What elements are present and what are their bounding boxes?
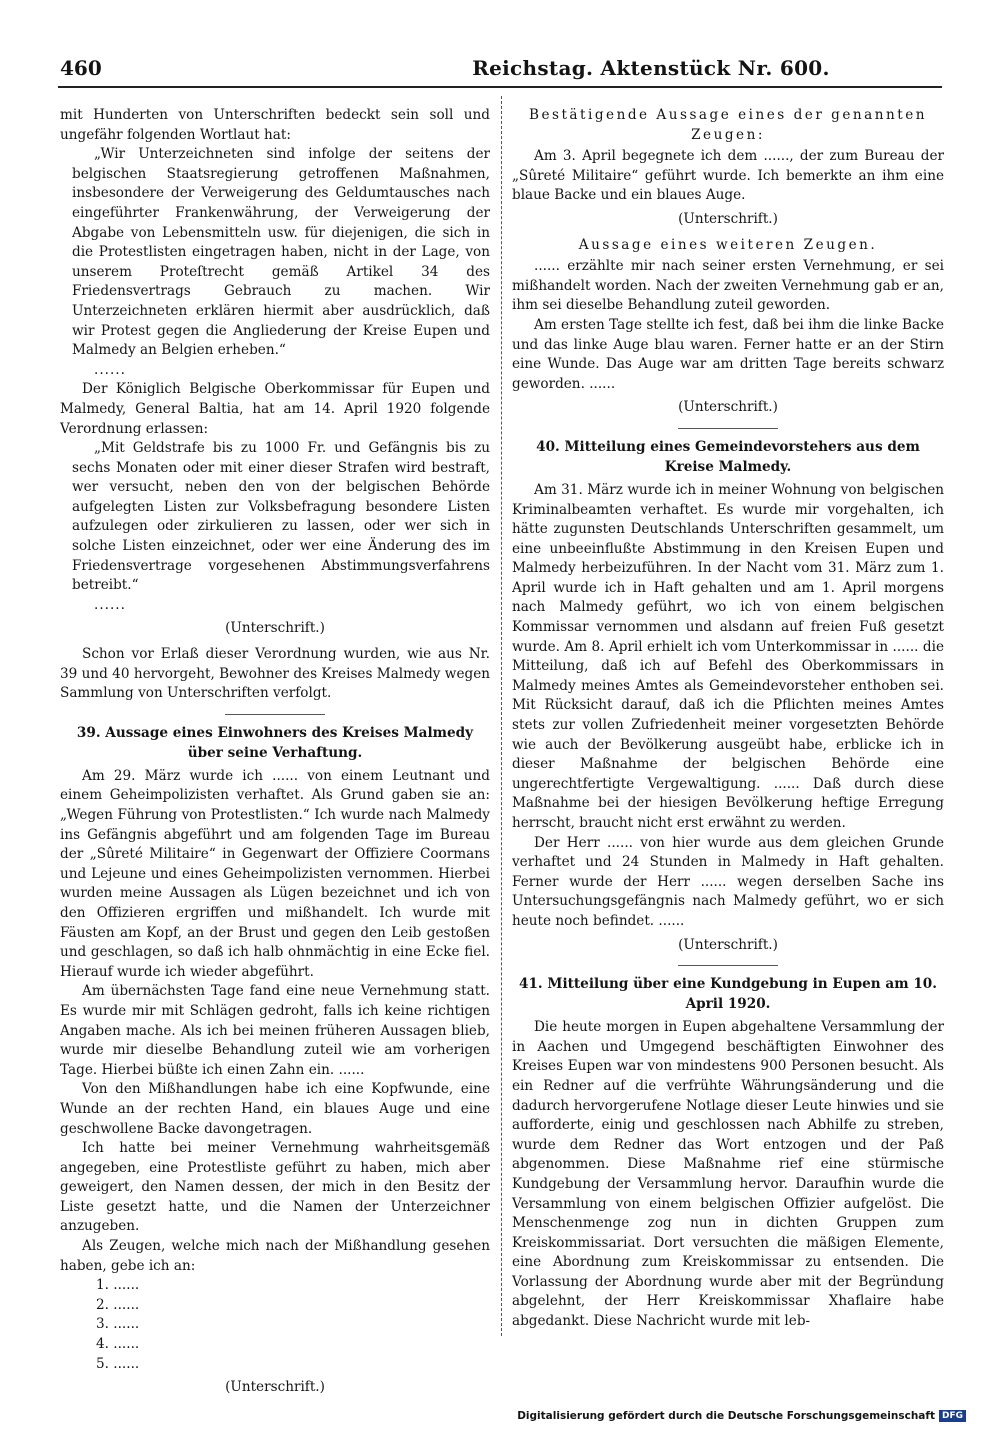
paragraph: Schon vor Erlaß dieser Verordnung wurden, wie aus Nr. 39 und 40 hervorgeht, Bewohner des Kreises Malmedy wegen Sammlung von Unterschriften verfolgt.: [60, 646, 490, 702]
paragraph: Der Königlich Belgische Oberkommissar für Eupen und Malmedy, General Baltia, hat am 14. April 1920 folgende Verordnung erlassen:: [60, 381, 490, 437]
digitization-credit: [517, 1410, 966, 1422]
page-header: [60, 56, 942, 86]
list-item: 2. ......: [96, 1296, 140, 1313]
signature-line: (Unterschrift.): [225, 1379, 325, 1396]
section-heading-40: 40. Mitteilung eines Gemeindevorstehers aus dem Kreise Malmedy.: [536, 438, 920, 475]
paragraph: Am übernächsten Tage fand eine neue Vernehmung statt. Es wurde mir mit Schlägen gedroht, falls ich keine richtigen Angaben mache. Als ich bei meinen früheren Aussagen blieb, wurde mir dieselbe Behandlung zuteil wie am vorherigen Tage. Hierbei büßte ich einen Zahn ein. ......: [60, 983, 490, 1078]
paragraph: ...... erzählte mir nach seiner ersten Vernehmung, er sei mißhandelt worden. Nach der zweiten Vernehmung gab er an, ihm sei dieselbe Behandlung zuteil geworden.: [512, 258, 944, 314]
section-heading-39: 39. Aussage eines Einwohners des Kreises Malmedy über seine Verhaftung.: [76, 724, 474, 761]
paragraph: Als Zeugen, welche mich nach der Mißhandlung gesehen haben, gebe ich an:: [60, 1238, 490, 1274]
right-column: [512, 106, 944, 1332]
paragraph: Von den Mißhandlungen habe ich eine Kopfwunde, eine Wunde an der rechten Hand, ein blaues Auge und eine geschwollene Backe davongetragen.: [60, 1081, 490, 1137]
list-item: 3. ......: [96, 1316, 140, 1333]
ellipsis: ......: [94, 596, 126, 613]
section-rule: [678, 965, 778, 966]
page-number: 460: [60, 56, 102, 80]
paragraph: mit Hunderten von Unterschriften bedeckt sein soll und ungefähr folgenden Wortlaut hat:: [60, 107, 490, 143]
signature-line: (Unterschrift.): [678, 399, 778, 416]
paragraph: Ich hatte bei meiner Vernehmung wahrheitsgemäß angegeben, eine Protestliste geführt zu haben, mich aber geweigert, den Namen dessen, der mich in den Besitz der Liste gesetzt hatte, und die Namen der Unterzeichner anzugeben.: [60, 1140, 490, 1235]
column-divider: [501, 96, 502, 1336]
subheading-witness-2: Aussage eines weiteren Zeugen.: [578, 236, 878, 253]
credit-text: Digitalisierung gefördert durch die Deutsche Forschungsgemeinschaft: [517, 1410, 935, 1422]
running-title: Reichstag. Aktenstück Nr. 600.: [472, 56, 830, 80]
header-rule: [58, 86, 942, 88]
list-item: 4. ......: [96, 1336, 140, 1353]
paragraph: Die heute morgen in Eupen abgehaltene Versammlung der in Aachen und Umgegend beschäftigten Einwohner des Kreises Eupen war von mindestens 900 Personen besucht. Als ein Redner auf die verfrühte Währungsänderung und die dadurch hervorgerufene Notlage dieser Leute hinwies und sie aufforderte, einig und geschlossen nach Abhilfe zu streben, wurde dem Redner das Wort entzogen und der Paß abgenommen. Diese Maßnahme rief eine stürmische Kundgebung der Versammlung hervor. Daraufhin wurde die Versammlung von einem belgischen Offizier aufgelöst. Die Menschenmenge zog nun in dichten Gruppen zum Kreiskommissariat. Dort versuchten die mäßigen Elemente, eine Abordnung zum Kreiskommissar zu entsenden. Die Vorlassung der Abordnung wurde aber mit der Begründung abgelehnt, der Herr Kreiskommissar Xhaflaire habe abgedankt. Diese Nachricht wurde mit leb-: [512, 1019, 944, 1330]
quoted-ordinance: „Mit Geldstrafe bis zu 1000 Fr. und Gefängnis bis zu sechs Monaten oder mit einer dieser Strafen wird bestraft, wer versucht, neben den von der belgischen Behörde aufgelegten Listen zur Volksbefragung besondere Listen aufzulegen oder zirkulieren zu lassen, oder wer sich in solche Listen einzeichnet, oder wer eine Änderung des im Friedensvertrage vorgesehenen Abstimmungsverfahrens betreibt.“: [72, 440, 490, 594]
witness-list: [60, 1276, 490, 1374]
paragraph: Am 29. März wurde ich ...... von einem Leutnant und einem Geheimpolizisten verhaftet. Als Grund gaben sie an: „Wegen Führung von Protestlisten.“ Ich wurde nach Malmedy ins Gefängnis abgeführt und am folgenden Tage im Bureau der „Sûreté Militaire“ in Gegenwart der Offiziere Coormans und Lejeune und eines Geheimpolizisten vernommen. Hierbei wurden meine Aussagen als Lügen bezeichnet und ich von den Offizieren ergriffen und mißhandelt. Ich wurde mit Fäusten am Kopf, an der Brust und gegen den Leib gestoßen und geschlagen, so daß ich halb ohnmächtig in eine Ecke fiel. Hierauf wurde ich wieder abgeführt.: [60, 767, 490, 980]
paragraph: Am 3. April begegnete ich dem ......, der zum Bureau der „Sûreté Militaire“ geführt wurde. Ich bemerkte an ihm eine blaue Backe und ein blaues Auge.: [512, 148, 944, 204]
paragraph: Der Herr ...... von hier wurde aus dem gleichen Grunde verhaftet und 24 Stunden in Malmedy in Haft gehalten. Ferner wurde der Herr ...... wegen derselben Sache ins Untersuchungsgefängnis nach Malmedy geführt, wo er sich heute noch befindet. ......: [512, 834, 944, 929]
signature-line: (Unterschrift.): [678, 210, 778, 227]
list-item: 5. ......: [96, 1355, 140, 1372]
left-column: [60, 106, 490, 1404]
list-item: 1. ......: [96, 1277, 140, 1294]
section-rule: [678, 428, 778, 429]
quoted-protest: „Wir Unterzeichneten sind infolge der seitens der belgischen Staatsregierung getroffenen Maßnahmen, insbesondere der Verweigerung des Geldumtausches nach eingeführter Frankenwährung, der Verweigerung der Abgabe von Lebensmitteln usw. für diejenigen, die sich in die Protestlisten eingetragen haben, nicht in der Lage, von unserem Proteſtrecht gemäß Artikel 34 des Friedensvertrags Gebrauch zu machen. Wir Unterzeichneten erklären hiermit aber ausdrücklich, daß wir Protest gegen die Angliederung der Kreise Eupen und Malmedy an Belgien erheben.“: [72, 146, 490, 359]
signature-line: (Unterschrift.): [678, 936, 778, 953]
paragraph: Am ersten Tage stellte ich fest, daß bei ihm die linke Backe und das linke Auge blau waren. Ferner hatte er an der Stirn eine Wunde. Das Auge war am dritten Tage bereits schwarz geworden. ......: [512, 316, 944, 392]
signature-line: (Unterschrift.): [225, 620, 325, 637]
dfg-logo: DFG: [939, 1410, 966, 1422]
subheading-witness-1: Bestätigende Aussage eines der genannten Zeugen:: [528, 107, 928, 143]
ellipsis: ......: [94, 361, 126, 378]
section-heading-41: 41. Mitteilung über eine Kundgebung in Eupen am 10. April 1920.: [519, 976, 937, 1013]
paragraph: Am 31. März wurde ich in meiner Wohnung von belgischen Kriminalbeamten verhaftet. Es wurde mir vorgehalten, ich hätte zugunsten Deutschlands Unterschriften gesammelt, um eine unbeeinflußte Abstimmung in den Kreisen Eupen und Malmedy herbeizuführen. In der Nacht vom 31. März zum 1. April wurde ich in Haft gehalten und am 1. April morgens nach Malmedy geführt, wo ich von einem belgischen Kommissar vernommen und alsdann auf freien Fuß gesetzt wurde. Am 8. April erhielt ich vom Unterkommissar in ...... die Mitteilung, daß ich auf Befehl des Oberkommissars in Malmedy meines Amtes als Gemeindevorsteher enthoben sei. Mit Rücksicht darauf, daß ich die Pflichten meines Amtes stets zur vollen Zufriedenheit meiner vorgesetzten Behörde wie auch der Bevölkerung ausgeübt habe, erblicke ich in dieser Maßnahme der belgischen Behörde eine ungerechtfertigte Vergewaltigung. ...... Daß durch diese Maßnahme bei der hiesigen Bevölkerung heftige Erregung herrscht, braucht nicht erst erwähnt zu werden.: [512, 481, 944, 831]
section-rule: [225, 714, 325, 715]
